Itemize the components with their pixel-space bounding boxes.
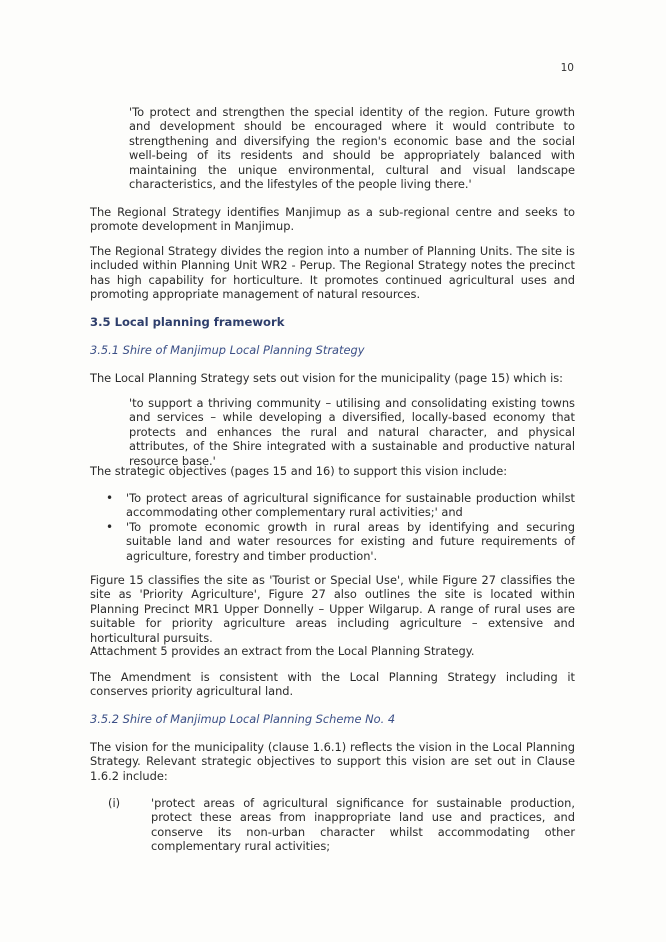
planning-units-paragraph: The Regional Strategy divides the region into a number of Planning Units. The site is included within Planning Unit WR2 - Perup. The Regional Strategy notes the precinct has high capability for horticulture. It promotes continued agricultural uses and promoting appropriate management of natural resources.: [90, 244, 575, 302]
bullet-item: • 'To protect areas of agricultural significance for sustainable production whilst accommodating other complementary rural activities;' and: [106, 491, 575, 520]
section-heading: 3.5 Local planning framework: [90, 315, 285, 329]
objectives-bullet-list: [106, 491, 575, 563]
subheading-local-planning-scheme: 3.5.2 Shire of Manjimup Local Planning Scheme No. 4: [90, 712, 396, 726]
page-number: 10: [560, 62, 574, 74]
subheading-local-planning-strategy: 3.5.1 Shire of Manjimup Local Planning Strategy: [90, 343, 365, 357]
sub-regional-paragraph: The Regional Strategy identifies Manjimup as a sub-regional centre and seeks to promote development in Manjimup.: [90, 205, 575, 234]
figures-paragraph: Figure 15 classifies the site as 'Tourist or Special Use', while Figure 27 classifies the site as 'Priority Agriculture', Figure 27 also outlines the site is located within Planning Precinct MR1 Upper Donnelly – Upper Wilgarup. A range of rural uses are suitable for priority agriculture areas including agriculture – extensive and horticultural pursuits.: [90, 573, 575, 645]
lps-vision-quote: 'to support a thriving community – utilising and consolidating existing towns and services – while developing a diversified, locally-based economy that protects and enhances the rural and natural character, and physical attributes, of the Shire integrated with a sustainable and productive natural resource base.': [129, 396, 575, 468]
lps-vision-paragraph: The Local Planning Strategy sets out vision for the municipality (page 15) which is:: [90, 371, 564, 385]
objectives-paragraph: The strategic objectives (pages 15 and 16) to support this vision include:: [90, 464, 508, 478]
numbered-item-text: 'protect areas of agricultural significance for sustainable production, protect these areas from inappropriate land use and practices, and conserve its non-urban character whilst accommodating other complementary rural activities;: [151, 796, 575, 854]
numbered-item-label: (i): [108, 796, 121, 810]
consistency-paragraph: The Amendment is consistent with the Local Planning Strategy including it conserves priority agricultural land.: [90, 670, 575, 699]
regional-strategy-quote: 'To protect and strengthen the special identity of the region. Future growth and development should be encouraged where it would contribute to strengthening and diversifying the region's economic base and the social well-being of its residents and should be appropriately balanced with maintaining the unique environmental, cultural and visual landscape characteristics, and the lifestyles of the people living there.': [129, 105, 575, 192]
scheme-vision-paragraph: The vision for the municipality (clause 1.6.1) reflects the vision in the Local Planning Strategy. Relevant strategic objectives to support this vision are set out in Clause 1.6.2 include:: [90, 740, 575, 783]
bullet-item: • 'To promote economic growth in rural areas by identifying and securing suitable land and water resources for existing and future requirements of agriculture, forestry and timber production'.: [106, 520, 575, 563]
attachment-paragraph: Attachment 5 provides an extract from the Local Planning Strategy.: [90, 644, 475, 658]
